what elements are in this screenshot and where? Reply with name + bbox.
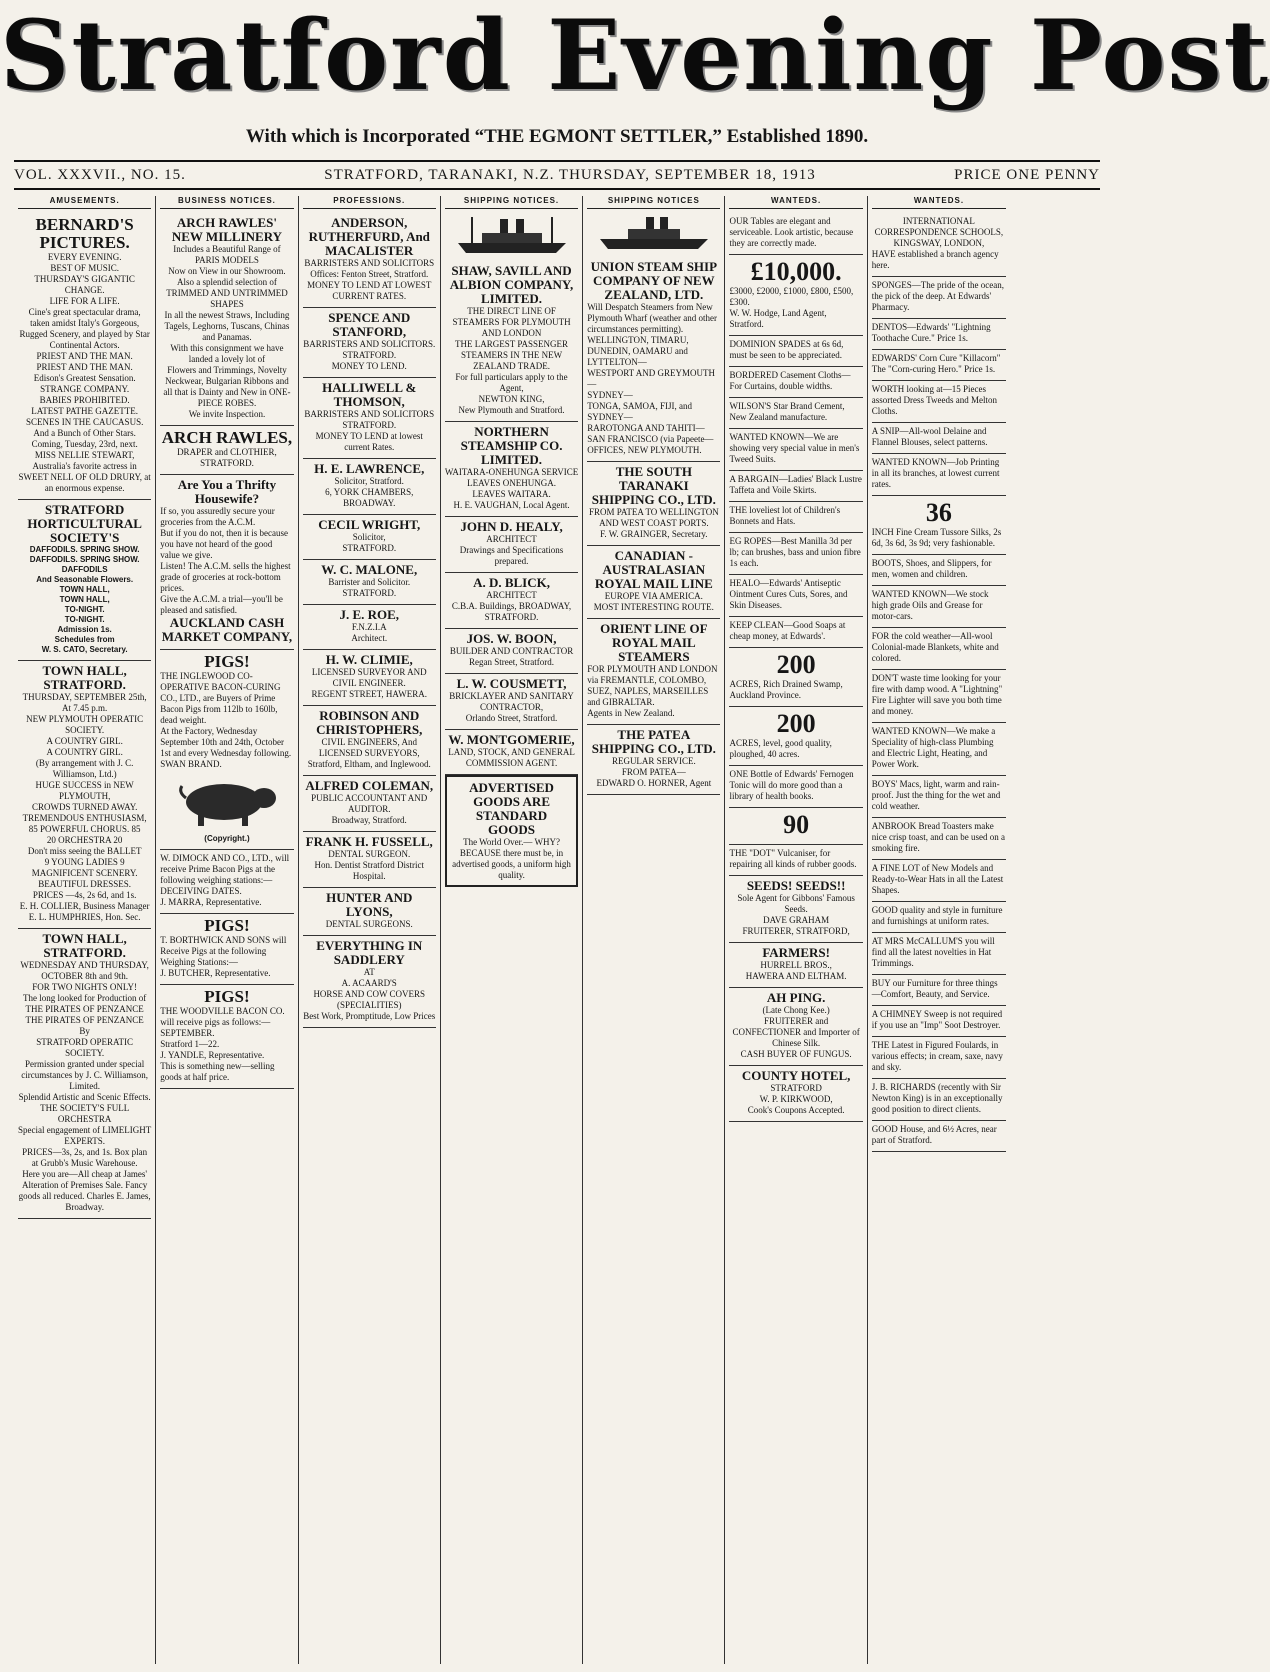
ad-south-taranaki bbox=[587, 462, 720, 546]
steamship-icon bbox=[452, 213, 572, 257]
ad-ics bbox=[872, 213, 1006, 277]
ad-body: THE loveliest lot of Children's Bonnets and Hats. bbox=[729, 505, 841, 526]
ad-dot-vulcaniser bbox=[729, 845, 862, 876]
ad-title: SEEDS! SEEDS!! bbox=[746, 878, 846, 893]
ad-body: T. BORTHWICK AND SONS will Receive Pigs at the following Weighing Stations:— J. BUTCHER, Representative. bbox=[160, 935, 287, 978]
ad-title: J. E. ROE, bbox=[339, 607, 400, 622]
ad-body: LAND, STOCK, AND GENERAL COMMISSION AGENT. bbox=[448, 747, 575, 768]
ad-body: BARRISTERS AND SOLICITORS Offices: Fenton Street, Stratford. MONEY TO LEND AT LOWEST CURRENT RATES. bbox=[304, 258, 435, 301]
ad-36-inch bbox=[872, 496, 1006, 555]
ad-coleman bbox=[303, 776, 436, 832]
ad-body: BOYS' Macs, light, warm and rain-proof. Just the thing for the wet and cold weather. bbox=[871, 779, 1001, 811]
ad-body: W. DIMOCK AND CO., LTD., will receive Prime Bacon Pigs at the following weighing stations:— DECEIVING DATES. J. MARRA, Representative. bbox=[160, 853, 290, 907]
ad-body: HAVE established a branch agency here. bbox=[871, 249, 999, 270]
ad-title: BERNARD'S PICTURES. bbox=[35, 215, 134, 252]
ad-canadian-australasian bbox=[587, 546, 720, 619]
ad-90-acres bbox=[729, 808, 862, 845]
ad-seeds bbox=[729, 876, 862, 943]
ad-body: WANTED KNOWN—Job Printing in all its branches, at lowest current rates. bbox=[871, 457, 1000, 489]
ad-title: NORTHERN STEAMSHIP CO. LIMITED. bbox=[460, 424, 563, 467]
place-date: STRATFORD, TARANAKI, N.Z. THURSDAY, SEPTEMBER 18, 1913 bbox=[324, 166, 816, 183]
ad-healy bbox=[445, 517, 578, 573]
ad-fussell bbox=[303, 832, 436, 888]
ad-patea-shipping bbox=[587, 725, 720, 795]
ad-lawrence bbox=[303, 459, 436, 515]
ad-tweed-suits bbox=[729, 429, 862, 471]
ad-body: INCH Fine Cream Tussore Silks, 2s 6d, 3s 6d, 3s 9d; very fashionable. bbox=[871, 527, 1002, 548]
ad-anderson bbox=[303, 213, 436, 308]
ad-body: EDWARDS' Corn Cure "Killacorn" The "Corn-curing Hero." Price 1s. bbox=[871, 353, 1001, 374]
ad-body: £3000, £2000, £1000, £800, £500, £300. W. W. Hodge, Land Agent, Stratford. bbox=[729, 286, 854, 329]
ad-body: ONE Bottle of Edwards' Fernogen Tonic will do more good than a library of health books. bbox=[729, 769, 854, 801]
ad-advertised-goods bbox=[445, 775, 578, 887]
ad-boots bbox=[872, 555, 1006, 586]
ad-body: WORTH looking at—15 Pieces assorted Dress Tweeds and Melton Cloths. bbox=[871, 384, 997, 416]
column-shipping-notices bbox=[441, 196, 583, 1664]
ad-title: Are You a Thrifty Housewife? bbox=[177, 477, 277, 506]
ad-union-steam-ship bbox=[587, 257, 720, 462]
subtitle: With which is Incorporated “THE EGMONT SETTLER,” Established 1890. bbox=[245, 126, 869, 147]
ad-arch-rawles-draper bbox=[160, 426, 293, 475]
ad-richards bbox=[872, 1079, 1006, 1121]
ad-body: REGULAR SERVICE. FROM PATEA— EDWARD O. HORNER, Agent bbox=[596, 756, 712, 788]
ad-body: DON'T waste time looking for your fire with damp wood. A "Lightning" Fire Lighter will save you both time and money. bbox=[871, 673, 1003, 716]
ad-body: DOMINION SPADES at 6s 6d, must be seen to be appreciated. bbox=[729, 339, 844, 360]
copyright-note: (Copyright.) bbox=[204, 834, 250, 843]
ad-dominion-spades bbox=[729, 336, 862, 367]
ad-cousmett bbox=[445, 674, 578, 730]
ad-title: HUNTER AND LYONS, bbox=[326, 890, 413, 919]
ad-title: W. MONTGOMERIE, bbox=[448, 732, 575, 747]
ad-amount: 200 bbox=[776, 709, 816, 738]
column-heading: SHIPPING NOTICES. bbox=[445, 196, 578, 209]
ad-title: TOWN HALL, STRATFORD. bbox=[42, 663, 127, 692]
column-business-notices bbox=[156, 196, 298, 1664]
ad-montgomerie bbox=[445, 730, 578, 775]
ad-title: CECIL WRIGHT, bbox=[318, 517, 421, 532]
ad-spence bbox=[303, 308, 436, 378]
ad-body: Barrister and Solicitor. STRATFORD. bbox=[328, 577, 411, 598]
ad-title: JOHN D. HEALY, bbox=[460, 519, 563, 534]
column-heading: SHIPPING NOTICES bbox=[587, 196, 720, 209]
ad-body: FOR PLYMOUTH AND LONDON via FREMANTLE, COLOMBO, SUEZ, NAPLES, MARSEILLES and GIBRALTAR. Agents in New Zealand. bbox=[587, 664, 718, 718]
ad-malone bbox=[303, 560, 436, 605]
ad-body: FOR the cold weather—All-wool Colonial-made Blankets, white and colored. bbox=[871, 631, 999, 663]
ad-title: THE SOUTH TARANAKI SHIPPING CO., LTD. bbox=[591, 464, 716, 507]
ad-title: FARMERS! bbox=[762, 945, 830, 960]
ad-title: JOS. W. BOON, bbox=[466, 631, 557, 646]
column-wanteds-2 bbox=[868, 196, 1010, 1664]
ad-blankets bbox=[872, 628, 1006, 670]
ad-body: ARCHITECT Drawings and Specifications prepared. bbox=[459, 534, 564, 566]
ad-title: W. C. MALONE, bbox=[321, 562, 418, 577]
ad-body: A FINE LOT of New Models and Ready-to-Wear Hats in all the Latest Shapes. bbox=[871, 863, 1004, 895]
ad-body: Solicitor, STRATFORD. bbox=[342, 532, 397, 553]
ad-body: A BARGAIN—Ladies' Black Lustre Taffeta and Voile Skirts. bbox=[729, 474, 862, 495]
ad-200-acres-2 bbox=[729, 707, 862, 766]
ad-wright bbox=[303, 515, 436, 560]
ad-title: ARCH RAWLES' bbox=[176, 215, 277, 230]
ad-title: ANDERSON, RUTHERFURD, And MACALISTER bbox=[308, 215, 430, 258]
ad-body: The World Over.— WHY? BECAUSE there must be, in advertised goods, a uniform high quality. bbox=[452, 837, 571, 880]
ad-mccallum bbox=[872, 933, 1006, 975]
ad-title: PIGS! bbox=[204, 987, 250, 1006]
ad-body: LICENSED SURVEYOR AND CIVIL ENGINEER. REGENT STREET, HAWERA. bbox=[311, 667, 427, 699]
ad-ropes bbox=[729, 533, 862, 575]
ad-body: ACRES, Rich Drained Swamp, Auckland Province. bbox=[729, 679, 843, 700]
volume-label: VOL. XXXVII., NO. 15. bbox=[14, 166, 186, 183]
ad-title: CANADIAN - AUSTRALASIAN ROYAL MAIL LINE bbox=[594, 548, 713, 591]
ad-body: WILSON'S Star Brand Cement, New Zealand manufacture. bbox=[729, 401, 845, 422]
ad-tweeds bbox=[872, 381, 1006, 423]
ad-dimock bbox=[160, 850, 293, 914]
ad-body: ACRES, level, good quality, ploughed, 40 acres. bbox=[729, 738, 832, 759]
ad-body: HEALO—Edwards' Antiseptic Ointment Cures Cuts, Sores, and Skin Diseases. bbox=[729, 578, 848, 610]
ad-body: HURRELL BROS., HAWERA AND ELTHAM. bbox=[745, 960, 847, 981]
ad-subtitle: NEW MILLINERY bbox=[171, 229, 283, 244]
ad-foulards bbox=[872, 1037, 1006, 1079]
ad-sponges bbox=[872, 277, 1006, 319]
ad-body: A SNIP—All-wool Delaine and Flannel Blouses, select patterns. bbox=[871, 426, 988, 447]
ad-good-house bbox=[872, 1121, 1006, 1152]
ad-ah-ping bbox=[729, 988, 862, 1066]
ad-title: UNION STEAM SHIP COMPANY OF NEW ZEALAND, LTD. bbox=[590, 259, 718, 302]
ad-title: AH PING. bbox=[766, 990, 826, 1005]
ad-body: EUROPE VIA AMERICA. MOST INTERESTING ROUTE. bbox=[593, 591, 714, 612]
ad-body: SPONGES—The pride of the ocean, the pick of the deep. At Edwards' Pharmacy. bbox=[871, 280, 1005, 312]
ad-pigs-woodville bbox=[160, 985, 293, 1089]
ad-amount: 90 bbox=[783, 810, 810, 839]
ad-title: ROBINSON AND CHRISTOPHERS, bbox=[316, 708, 423, 737]
ad-job-printing bbox=[872, 454, 1006, 496]
ad-body: BORDERED Casement Cloths—For Curtains, double widths. bbox=[729, 370, 851, 391]
ad-body: BOOTS, Shoes, and Slippers, for men, women and children. bbox=[871, 558, 992, 579]
ad-title: L. W. COUSMETT, bbox=[456, 676, 567, 691]
ad-body: THE "DOT" Vulcaniser, for repairing all kinds of rubber goods. bbox=[729, 848, 857, 869]
column-amusements bbox=[14, 196, 156, 1664]
ad-title: ALFRED COLEMAN, bbox=[305, 778, 434, 793]
ad-robinson bbox=[303, 706, 436, 776]
ad-horticultural bbox=[18, 500, 151, 661]
ad-shaw-savill bbox=[445, 261, 578, 422]
ad-body: BUILDER AND CONTRACTOR Regan Street, Stratford. bbox=[449, 646, 574, 667]
ad-body: CIVIL ENGINEERS, And LICENSED SURVEYORS, Stratford, Eltham, and Inglewood. bbox=[307, 737, 431, 769]
ad-body: BRICKLAYER AND SANITARY CONTRACTOR, Orlando Street, Stratford. bbox=[449, 691, 574, 723]
ad-body: ANBROOK Bread Toasters make nice crisp toast, and can be used on a smoking fire. bbox=[871, 821, 1005, 853]
ad-soaps bbox=[729, 617, 862, 648]
ad-title: FRANK H. FUSSELL, bbox=[305, 834, 433, 849]
ad-body: EVERY EVENING. BEST OF MUSIC. THURSDAY'S GIGANTIC CHANGE. LIFE FOR A LIFE. Cine's great spectacular drama, taken amidst Italy's Gorgeous, Rugged Scenery, and played by Star Continental Actors. PRIEST AND THE MAN. PRIEST AND THE MAN. Edison's Greatest Sensation. STRANGE COMPANY. BABIES PROHIBITED. LATEST PATHE GAZETTE. SCENES IN THE CAUCASUS. And a Bunch of Other Stars. Coming, Tuesday, 23rd, next. MISS NELLIE STEWART, Australia's favorite actress in SWEET NELL OF OLD DRURY, at an enormous expense. bbox=[18, 252, 151, 493]
ad-title: H. W. CLIMIE, bbox=[325, 652, 413, 667]
steamship-icon bbox=[594, 213, 714, 253]
column-professions bbox=[299, 196, 441, 1664]
column-wanteds bbox=[725, 196, 867, 1664]
ad-body: THE DIRECT LINE OF STEAMERS FOR PLYMOUTH AND LONDON THE LARGEST PASSENGER STEAMERS IN THE NEW ZEALAND TRADE. For full particulars apply to the Agent, NEWTON KING, New Plymouth and Stratford. bbox=[452, 306, 571, 415]
ad-climie bbox=[303, 650, 436, 706]
ad-body: STRATFORD W. P. KIRKWOOD, Cook's Coupons Accepted. bbox=[747, 1083, 845, 1115]
ad-title: INTERNATIONAL CORRESPONDENCE SCHOOLS, KINGSWAY, LONDON, bbox=[874, 216, 1004, 248]
ad-chimney bbox=[872, 1006, 1006, 1037]
ad-body: DAFFODILS. SPRING SHOW. DAFFODILS. SPRING SHOW. DAFFODILS And Seasonable Flowers. TOWN HALL, TOWN HALL, TO-NIGHT. TO-NIGHT. Admission 1s. Schedules from W. S. CATO, Secretary. bbox=[29, 545, 140, 654]
ad-body: THE INGLEWOOD CO-OPERATIVE BACON-CURING CO., LTD., are Buyers of Prime Bacon Pigs from 112lb to 160lb, dead weight. At the Factory, Wednesday September 10th and 24th, October 1st and every Wednesday following. SWAN BRAND. bbox=[160, 671, 292, 769]
ad-footer: AUCKLAND CASH MARKET COMPANY, bbox=[161, 615, 293, 644]
ad-body: DENTOS—Edwards' "Lightning Toothache Cure." Price 1s. bbox=[871, 322, 991, 343]
ad-body: If so, you assuredly secure your groceries from the A.C.M. But if you do not, then it is because you have not heard of the good value we give. Listen! The A.C.M. sells the highest grade of groceries at rock-bottom prices. Give the A.C.M. a trial—you'll be pleased and satisfied. bbox=[160, 506, 291, 615]
ad-furniture bbox=[872, 902, 1006, 933]
ad-body: DENTAL SURGEONS. bbox=[325, 919, 413, 929]
ad-blick bbox=[445, 573, 578, 629]
ad-ten-thousand bbox=[729, 255, 862, 336]
ad-pigs-inglewood bbox=[160, 650, 293, 850]
ad-body: OUR Tables are elegant and serviceable. Look artistic, because they are correctly made. bbox=[729, 216, 854, 248]
ad-body: Solicitor, Stratford. 6, YORK CHAMBERS, BROADWAY. bbox=[325, 476, 414, 508]
ad-farmers bbox=[729, 943, 862, 988]
ad-body: AT MRS McCALLUM'S you will find all the latest novelties in Hat Trimmings. bbox=[871, 936, 995, 968]
ad-plumbing bbox=[872, 723, 1006, 776]
ad-body: DENTAL SURGEON. Hon. Dentist Stratford District Hospital. bbox=[314, 849, 424, 881]
ad-title: COUNTY HOTEL, bbox=[741, 1068, 851, 1083]
ad-oils bbox=[872, 586, 1006, 628]
ad-title: STRATFORD HORTICULTURAL SOCIETY'S bbox=[27, 502, 142, 545]
ad-arch-rawles-millinery bbox=[160, 213, 293, 426]
ad-200-acres bbox=[729, 648, 862, 707]
ad-amount: 200 bbox=[776, 650, 816, 679]
ad-title: ORIENT LINE OF ROYAL MAIL STEAMERS bbox=[600, 621, 708, 664]
ad-body: PUBLIC ACCOUNTANT AND AUDITOR. Broadway, Stratford. bbox=[311, 793, 428, 825]
columns bbox=[14, 196, 1100, 1664]
pig-icon bbox=[172, 774, 282, 830]
ad-body: THE Latest in Figured Foulards, in various effects; in cream, saxe, navy and sky. bbox=[871, 1040, 1003, 1072]
ad-dentos bbox=[872, 319, 1006, 350]
ad-toasters bbox=[872, 818, 1006, 860]
ad-roe bbox=[303, 605, 436, 650]
ad-town-hall-country-girl bbox=[18, 661, 151, 929]
ad-corn-cure bbox=[872, 350, 1006, 381]
ad-hats bbox=[872, 860, 1006, 902]
ad-title: ADVERTISED GOODS ARE STANDARD GOODS bbox=[469, 780, 554, 837]
ad-body: KEEP CLEAN—Good Soaps at cheap money, at Edwards'. bbox=[729, 620, 846, 641]
ad-body: BARRISTERS AND SOLICITORS STRATFORD. MONEY TO LEND at lowest current Rates. bbox=[304, 409, 435, 452]
ad-bonnets bbox=[729, 502, 862, 533]
ad-casement bbox=[729, 367, 862, 398]
column-heading: WANTEDS. bbox=[729, 196, 862, 209]
ad-body: (Late Chong Kee.) FRUITERER and CONFECTIONER and Importer of Chinese Silk. CASH BUYER OF FUNGUS. bbox=[732, 1005, 860, 1059]
ad-cement bbox=[729, 398, 862, 429]
ad-title: SHAW, SAVILL AND ALBION COMPANY, LIMITED. bbox=[449, 263, 574, 306]
ad-boys-macs bbox=[872, 776, 1006, 818]
ad-halliwell bbox=[303, 378, 436, 459]
ad-tables bbox=[729, 213, 862, 255]
ad-body: WANTED KNOWN—We are showing very special value in men's Tweed Suits. bbox=[729, 432, 860, 464]
ad-title: PIGS! bbox=[204, 916, 250, 935]
ad-body: AT A. ACAARD'S HORSE AND COW COVERS (SPECIALITIES) Best Work, Promptitude, Low Prices bbox=[303, 967, 436, 1021]
ad-blouses bbox=[872, 423, 1006, 454]
ad-body: WANTED KNOWN—We make a Speciality of high-class Plumbing and Electric Light, Heating, and Power Work. bbox=[871, 726, 996, 769]
dateline bbox=[14, 160, 1100, 190]
ad-bernards bbox=[18, 213, 151, 500]
ad-title: H. E. LAWRENCE, bbox=[314, 461, 425, 476]
column-heading: AMUSEMENTS. bbox=[18, 196, 151, 209]
ad-body: Includes a Beautiful Range of PARIS MODELS Now on View in our Showroom. Also a splendid selection of TRIMMED AND UNTRIMMED SHAPES In all the newest Straws, Including Tagels, Leghorns, Tuscans, Chinas and Panamas. With this consignment we have landed a lovely lot of Flowers and Trimmings, Novelty Neckwear, Bulgarian Ribbons and all that is Dainty and New in ONE-PIECE ROBES. We invite Inspection. bbox=[163, 244, 291, 419]
column-shipping-notices-2 bbox=[583, 196, 725, 1664]
ad-body: EG ROPES—Best Manilla 3d per lb; can brushes, bass and union fibre 1s each. bbox=[729, 536, 861, 568]
ad-acm bbox=[160, 475, 293, 650]
ad-body: THE WOODVILLE BACON CO. will receive pigs as follows:— SEPTEMBER. Stratford 1—22. J. YANDLE, Representative. This is something new—selling goods at half price. bbox=[160, 1006, 285, 1082]
ad-amount: £10,000. bbox=[750, 257, 842, 286]
masthead: Stratford Evening Post bbox=[0, 0, 1270, 112]
column-heading: WANTEDS. bbox=[872, 196, 1006, 209]
ad-orient-line bbox=[587, 619, 720, 725]
ad-title: THE PATEA SHIPPING CO., LTD. bbox=[591, 727, 716, 756]
ad-body: WEDNESDAY AND THURSDAY, OCTOBER 8th and 9th. FOR TWO NIGHTS ONLY! The long looked for Production of THE PIRATES OF PENZANCE THE PIRATES OF PENZANCE By STRATFORD OPERATIC SOCIETY. Permission granted under special circumstances by J. C. Williamson, Limited. Splendid Artistic and Scenic Effects. THE SOCIETY'S FULL ORCHESTRA Special engagement of LIMELIGHT EXPERTS. PRICES—3s, 2s, and 1s. Box plan at Grubb's Music Warehouse. Here you are—All cheap at James' Alteration of Premises Sale. Fancy goods all reduced. Charles E. James, Broadway. bbox=[18, 960, 152, 1212]
ad-body: GOOD quality and style in furniture and furnishings at uniform rates. bbox=[871, 905, 1003, 926]
ad-pigs-borthwick bbox=[160, 914, 293, 985]
ad-body: FROM PATEA TO WELLINGTON AND WEST COAST PORTS. F. W. GRAINGER, Secretary. bbox=[588, 507, 719, 539]
ad-buy-furniture bbox=[872, 975, 1006, 1006]
column-heading: PROFESSIONS. bbox=[303, 196, 436, 209]
ad-boon bbox=[445, 629, 578, 674]
ad-body: Sole Agent for Gibbons' Famous Seeds. DAVE GRAHAM FRUITERER, STRATFORD, bbox=[737, 893, 855, 936]
ad-amount: 36 bbox=[925, 498, 952, 527]
ad-body: BUY our Furniture for three things—Comfort, Beauty, and Service. bbox=[871, 978, 998, 999]
ad-title: A. D. BLICK, bbox=[473, 575, 550, 590]
ad-fire-lighter bbox=[872, 670, 1006, 723]
ad-title: HALLIWELL & THOMSON, bbox=[322, 380, 417, 409]
ad-body: WANTED KNOWN—We stock high grade Oils and Grease for motor-cars. bbox=[871, 589, 989, 621]
ad-body: F.N.Z.I.A Architect. bbox=[351, 622, 388, 643]
ad-title: PIGS! bbox=[204, 652, 250, 671]
column-heading: BUSINESS NOTICES. bbox=[160, 196, 293, 209]
ad-body: BARRISTERS AND SOLICITORS. STRATFORD. MONEY TO LEND. bbox=[303, 339, 436, 371]
ad-title: ARCH RAWLES, bbox=[161, 428, 293, 447]
ad-hunter bbox=[303, 888, 436, 936]
ad-healo bbox=[729, 575, 862, 617]
ad-skirts bbox=[729, 471, 862, 502]
ad-fernogen bbox=[729, 766, 862, 808]
ad-body: Will Despatch Steamers from New Plymouth Wharf (weather and other circumstances permitting). WELLINGTON, TIMARU, DUNEDIN, OAMARU and LYTTELTON— WESTPORT AND GREYMOUTH— SYDNEY— TONGA, SAMOA, FIJI, and SYDNEY— RAROTONGA AND TAHITI— SAN FRANCISCO (via Papeete— OFFICES, NEW PLYMOUTH. bbox=[587, 302, 717, 455]
price-label: PRICE ONE PENNY bbox=[954, 166, 1100, 183]
ad-northern-steamship bbox=[445, 422, 578, 517]
ad-county-hotel bbox=[729, 1066, 862, 1122]
ad-title: SPENCE AND STANFORD, bbox=[328, 310, 411, 339]
ad-title: TOWN HALL, STRATFORD. bbox=[42, 931, 127, 960]
ad-body: GOOD House, and 6½ Acres, near part of Stratford. bbox=[871, 1124, 997, 1145]
ad-body: ARCHITECT C.B.A. Buildings, BROADWAY, STRATFORD. bbox=[451, 590, 572, 622]
ad-body: THURSDAY, SEPTEMBER 25th, At 7.45 p.m. NEW PLYMOUTH OPERATIC SOCIETY. A COUNTRY GIRL. A COUNTRY GIRL. (By arrangement with J. C. Williamson, Ltd.) HUGE SUCCESS in NEW PLYMOUTH, CROWDS TURNED AWAY. TREMENDOUS ENTHUSIASM, 85 POWERFUL CHORUS. 85 20 ORCHESTRA 20 Don't miss seeing the BALLET 9 YOUNG LADIES 9 MAGNIFICENT SCENERY. BEAUTIFUL DRESSES. PRICES —4s, 2s 6d, and 1s. E. H. COLLIER, Business Manager E. L. HUMPHRIES, Hon. Sec. bbox=[19, 692, 150, 922]
ad-town-hall-pirates bbox=[18, 929, 151, 1219]
ad-saddlery bbox=[303, 936, 436, 1028]
ad-body: J. B. RICHARDS (recently with Sir Newton King) is in an exceptionally good position to direct clients. bbox=[871, 1082, 1003, 1114]
ad-body: WAITARA-ONEHUNGA SERVICE LEAVES ONEHUNGA. LEAVES WAITARA. H. E. VAUGHAN, Local Agent. bbox=[444, 467, 579, 510]
ad-title: EVERYTHING IN SADDLERY bbox=[316, 938, 423, 967]
ad-body: DRAPER and CLOTHIER, STRATFORD. bbox=[177, 447, 277, 468]
ad-body: A CHIMNEY Sweep is not required if you use an "Imp" Soot Destroyer. bbox=[871, 1009, 1003, 1030]
